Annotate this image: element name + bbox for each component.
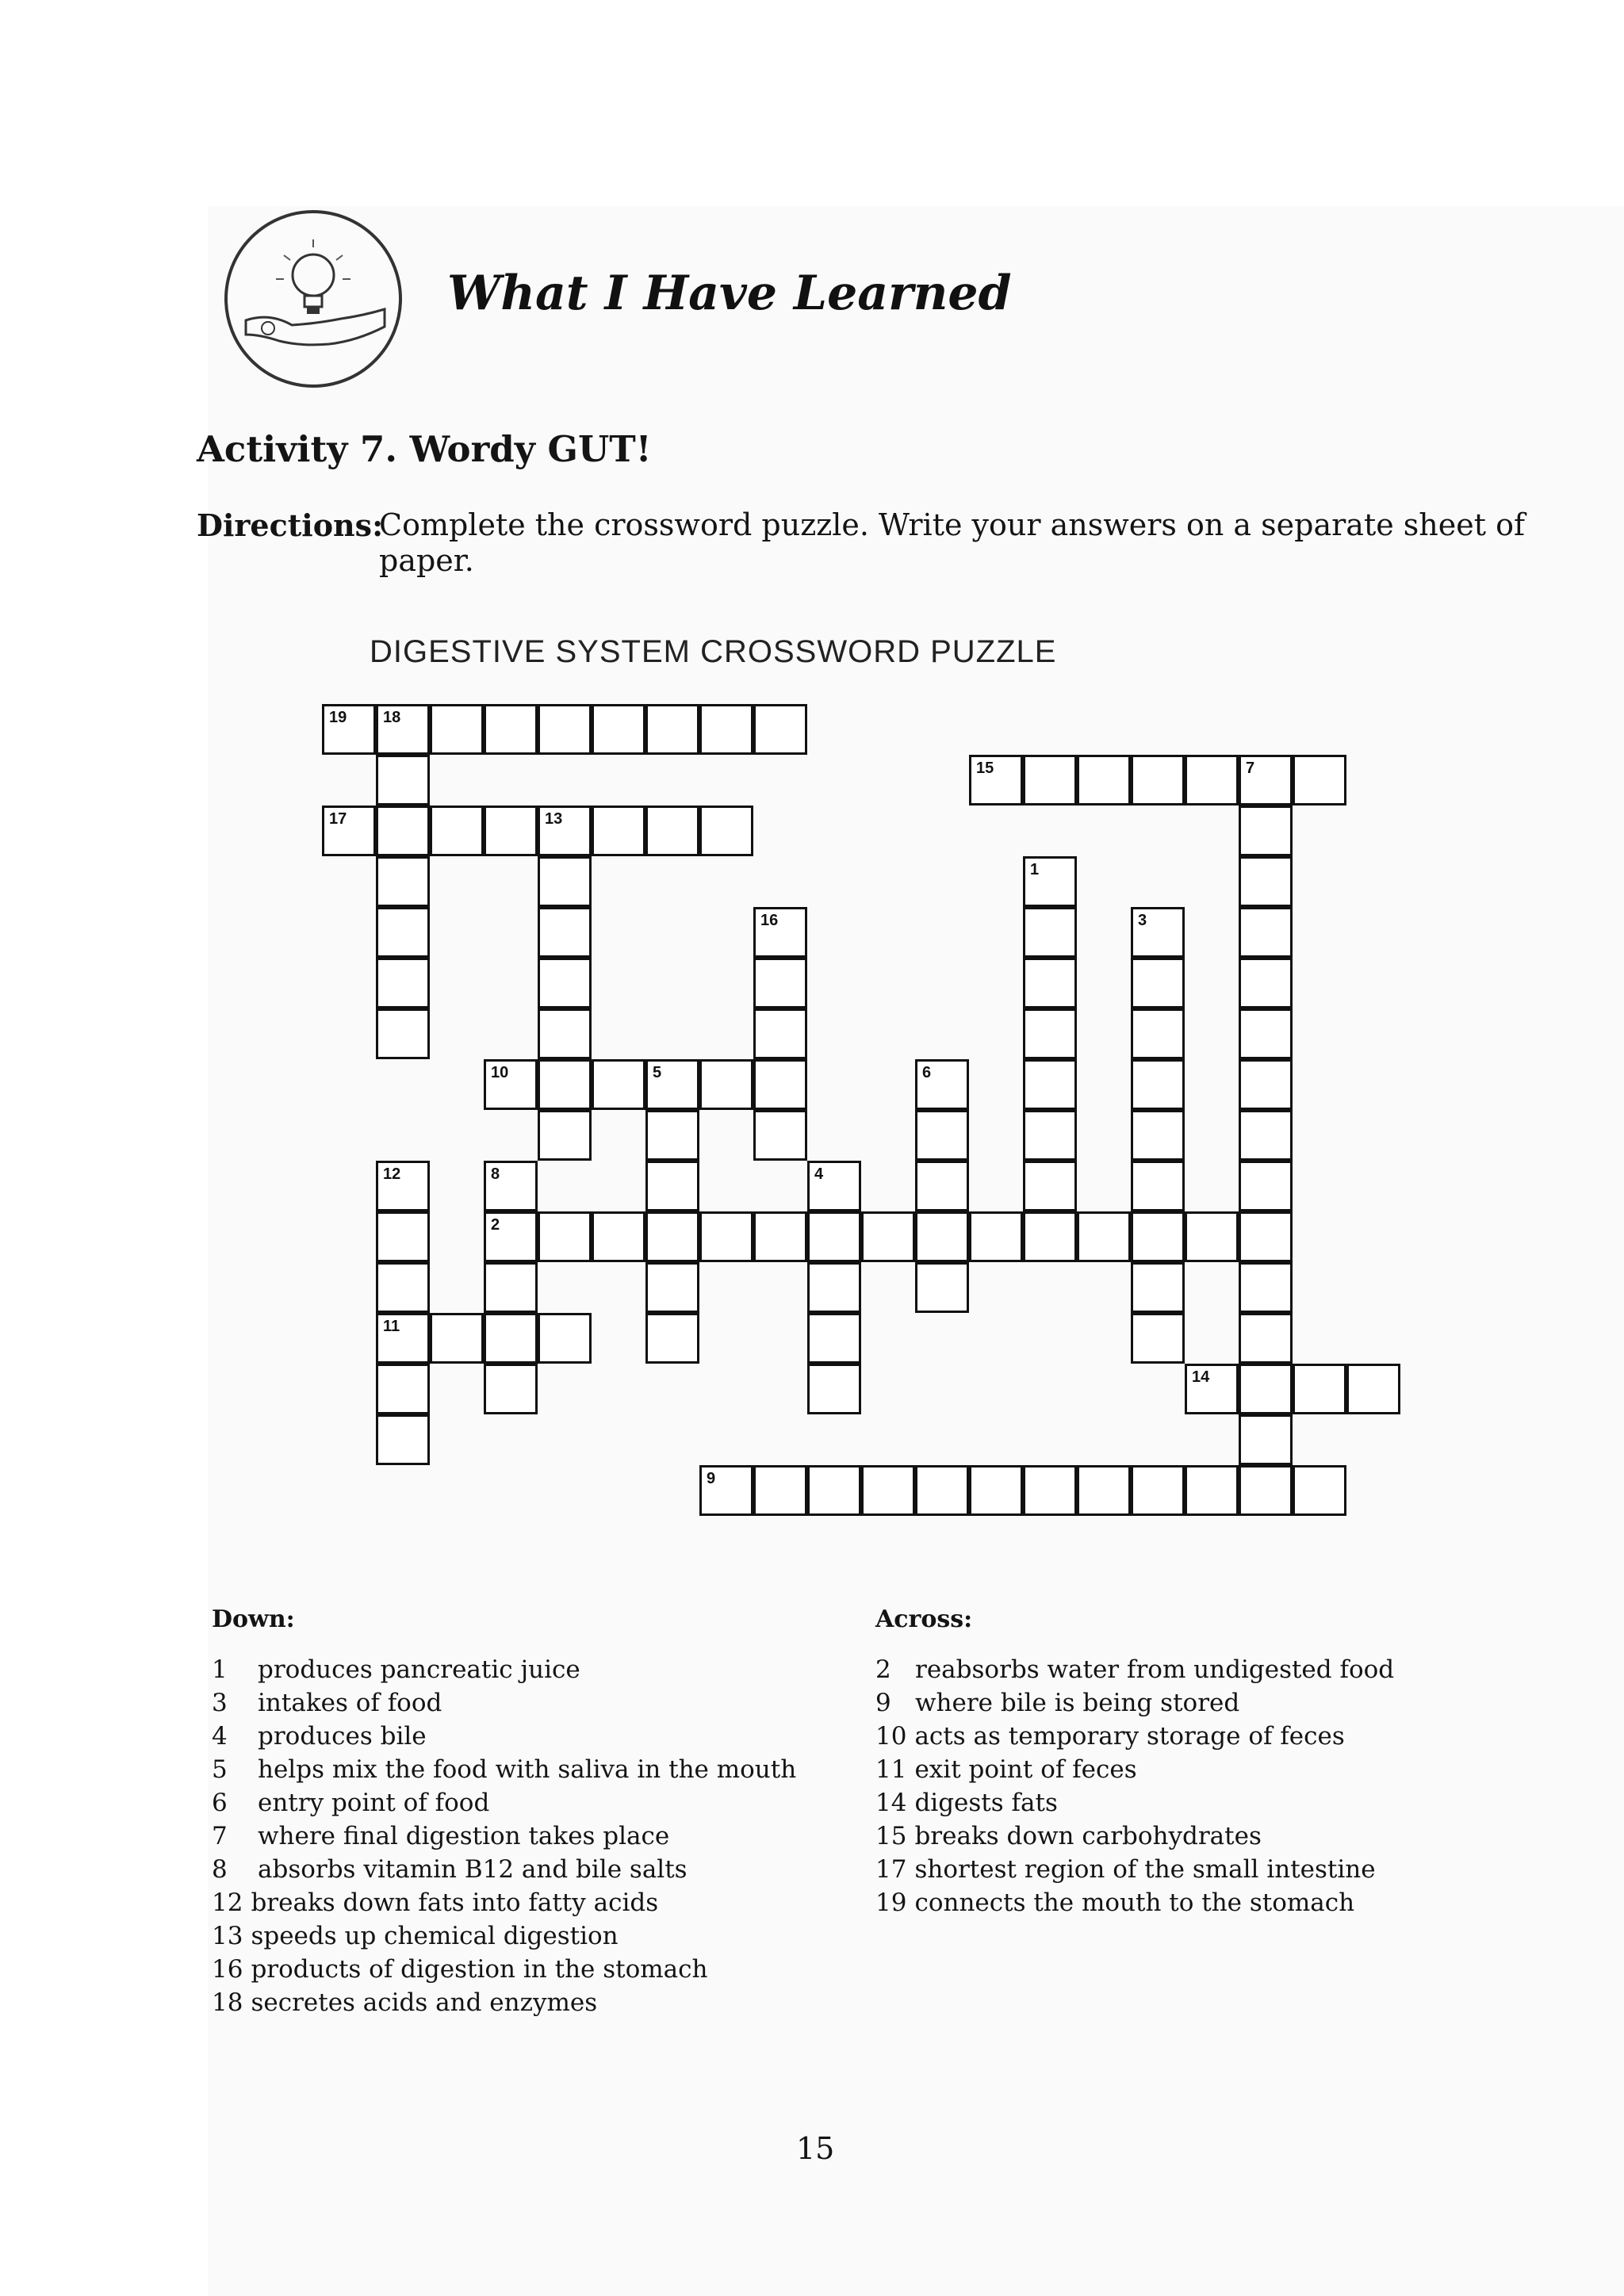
clue-number: 16: [212, 1955, 243, 1984]
clue-item: [212, 1919, 846, 1953]
across-heading: Across:: [875, 1605, 973, 1633]
clue-number: 12: [212, 1888, 243, 1917]
clue-text: products of digestion in the stomach: [251, 1955, 708, 1984]
clue-number: 13: [212, 1922, 243, 1950]
clue-item: [212, 1820, 846, 1853]
clue-text: produces bile: [258, 1722, 427, 1751]
clue-number: 3: [212, 1689, 228, 1717]
clue-text: acts as temporary storage of feces: [914, 1722, 1345, 1751]
clue-item: [212, 1720, 846, 1753]
clue-text: absorbs vitamin B12 and bile salts: [258, 1855, 688, 1884]
clue-item: [212, 1886, 846, 1919]
clue-number-label: 5: [653, 1064, 662, 1081]
clue-number-label: 11: [383, 1318, 400, 1335]
section-title: What I Have Learned: [447, 266, 1012, 321]
clue-text: secretes acids and enzymes: [251, 1988, 598, 2017]
clue-number: 15: [875, 1822, 907, 1850]
down-clue-list: [212, 1653, 846, 2019]
clue-number: 17: [875, 1855, 907, 1884]
clue-number: 2: [875, 1655, 891, 1684]
clue-text: speeds up chemical digestion: [251, 1922, 619, 1950]
clue-item: [875, 1853, 1589, 1886]
clue-number: 1: [212, 1655, 228, 1684]
activity-title: Activity 7. Wordy GUT!: [197, 428, 652, 470]
clue-number-label: 6: [922, 1064, 932, 1081]
clue-number-label: 12: [383, 1165, 401, 1183]
clue-text: shortest region of the small intestine: [914, 1855, 1376, 1884]
clue-item: [212, 1853, 846, 1886]
clue-number-label: 7: [1246, 760, 1255, 777]
clue-number-label: 15: [976, 760, 994, 777]
directions-text: Complete the crossword puzzle. Write your answers on a separate sheet of paper.: [379, 507, 1526, 578]
clue-text: where bile is being stored: [915, 1689, 1240, 1717]
clue-number-label: 9: [707, 1470, 716, 1487]
page-number: 15: [796, 2131, 835, 2166]
clue-number-label: 18: [383, 709, 401, 726]
clue-number: 7: [212, 1822, 228, 1850]
clue-number: 5: [212, 1755, 228, 1784]
clue-number-label: 19: [329, 709, 347, 726]
clue-item: [212, 1986, 846, 2019]
clue-text: breaks down fats into fatty acids: [251, 1888, 659, 1917]
clue-text: connects the mouth to the stomach: [914, 1888, 1355, 1917]
puzzle-title: DIGESTIVE SYSTEM CROSSWORD PUZZLE: [370, 634, 1057, 669]
directions-label: Directions:: [197, 507, 384, 543]
down-heading: Down:: [212, 1605, 295, 1633]
clue-item: [212, 1753, 846, 1786]
clue-number-label: 8: [491, 1165, 500, 1183]
clue-number: 4: [212, 1722, 228, 1751]
clue-item: [875, 1653, 1589, 1686]
clue-number-label: 1: [1030, 861, 1040, 878]
clue-text: digests fats: [914, 1789, 1058, 1817]
clue-item: [875, 1786, 1589, 1820]
clue-text: produces pancreatic juice: [258, 1655, 580, 1684]
clue-item: [875, 1686, 1589, 1720]
clue-text: exit point of feces: [914, 1755, 1137, 1784]
clue-number-label: 14: [1192, 1368, 1210, 1386]
clue-text: entry point of food: [258, 1789, 490, 1817]
lightbulb-in-hand-icon: [222, 208, 404, 390]
clue-number: 11: [875, 1755, 907, 1784]
clue-item: [212, 1653, 846, 1686]
clue-number: 6: [212, 1789, 228, 1817]
clue-item: [212, 1786, 846, 1820]
clue-number: 9: [875, 1689, 891, 1717]
clue-item: [875, 1820, 1589, 1853]
clue-number-label: 10: [491, 1064, 509, 1081]
clue-item: [875, 1886, 1589, 1919]
clue-text: intakes of food: [258, 1689, 442, 1717]
clue-number: 10: [875, 1722, 907, 1751]
clue-number: 19: [875, 1888, 907, 1917]
clue-item: [875, 1720, 1589, 1753]
clue-number-label: 4: [814, 1165, 824, 1183]
clue-item: [212, 1686, 846, 1720]
clue-item: [212, 1953, 846, 1986]
clue-number-label: 16: [760, 912, 779, 929]
clue-text: breaks down carbohydrates: [914, 1822, 1262, 1850]
clue-number-label: 13: [545, 810, 563, 828]
clue-number: 14: [875, 1789, 907, 1817]
clue-number: 8: [212, 1855, 228, 1884]
clue-number-label: 2: [491, 1216, 500, 1234]
across-clue-list: [875, 1653, 1589, 1919]
clue-number: 18: [212, 1988, 243, 2017]
clue-item: [875, 1753, 1589, 1786]
clue-text: reabsorbs water from undigested food: [915, 1655, 1395, 1684]
clue-text: where final digestion takes place: [258, 1822, 670, 1850]
clue-number-label: 3: [1138, 912, 1147, 929]
clue-number-label: 17: [329, 810, 347, 828]
clue-text: helps mix the food with saliva in the mouth: [258, 1755, 797, 1784]
